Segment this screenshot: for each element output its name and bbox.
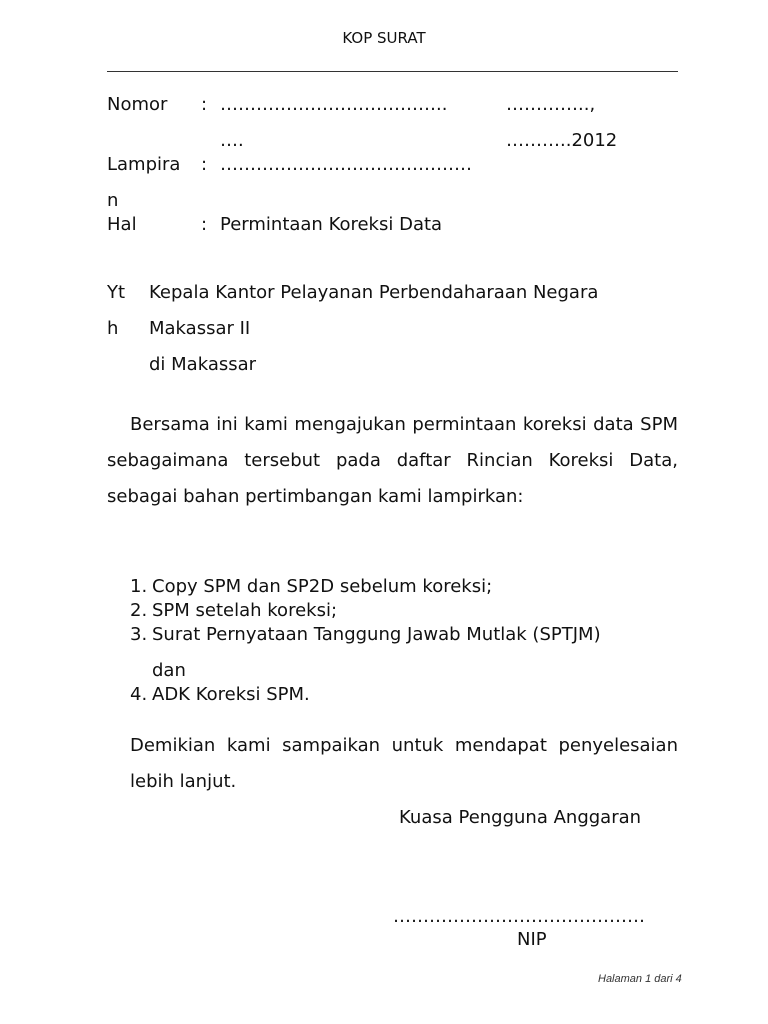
list-number: 2. <box>130 600 148 621</box>
attachment-list-item-4 <box>130 683 678 707</box>
letterhead-title: KOP SURAT <box>342 29 426 47</box>
signature-name-dots: …………………………………… <box>393 906 645 927</box>
signature-nip: NIP <box>517 929 547 950</box>
attachment-list-item-1 <box>130 575 678 599</box>
list-number: 1. <box>130 576 148 597</box>
letter-date: ………..2012 <box>506 130 618 151</box>
lampiran-label-part1: Lampira <box>107 154 181 175</box>
yth-label-part1: Yt <box>107 282 126 303</box>
page-number: Halaman 1 dari 4 <box>598 973 682 985</box>
list-text: SPM setelah koreksi; <box>152 600 338 621</box>
attachment-list-item-3 <box>130 623 678 647</box>
list-text: Surat Pernyataan Tanggung Jawab Mutlak (SPTJM) <box>152 624 601 645</box>
list-number: 4. <box>130 684 148 705</box>
closing-paragraph: Demikian kami sampaikan untuk mendapat penyelesaian lebih lanjut. <box>130 735 678 792</box>
hal-value: Permintaan Koreksi Data <box>220 214 443 235</box>
nomor-value: ……………………………….. <box>220 94 448 115</box>
body-paragraph-text: Bersama ini kami mengajukan permintaan koreksi data SPM sebagaimana tersebut pada daftar Rincian Koreksi Data, sebagai bahan pertimbangan kami lampirkan: <box>107 414 678 507</box>
list-number: 3. <box>130 624 148 645</box>
lampiran-colon: : <box>201 154 208 175</box>
list-text: Copy SPM dan SP2D sebelum koreksi; <box>152 576 493 597</box>
recipient-line1: Kepala Kantor Pelayanan Perbendaharaan Negara <box>149 282 599 303</box>
signature-role: Kuasa Pengguna Anggaran <box>399 807 642 828</box>
hal-label: Hal <box>107 214 137 235</box>
nomor-colon: : <box>201 94 208 115</box>
lampiran-label-part2: n <box>107 190 119 211</box>
nomor-continuation: …. <box>220 130 244 151</box>
list-text: ADK Koreksi SPM. <box>152 684 310 705</box>
place-dots: ………….., <box>506 94 596 115</box>
hal-colon: : <box>201 214 208 235</box>
list-text: dan <box>152 660 186 681</box>
lampiran-value: …………………………………… <box>220 154 472 175</box>
yth-label-part2: h <box>107 318 119 339</box>
attachment-list-item-2 <box>130 599 678 623</box>
recipient-line2: Makassar II <box>149 318 251 339</box>
attachment-list-item-3-continued <box>130 659 678 683</box>
nomor-label: Nomor <box>107 94 168 115</box>
recipient-line3: di Makassar <box>149 354 257 375</box>
header-divider <box>107 71 678 72</box>
body-paragraph <box>107 407 678 515</box>
